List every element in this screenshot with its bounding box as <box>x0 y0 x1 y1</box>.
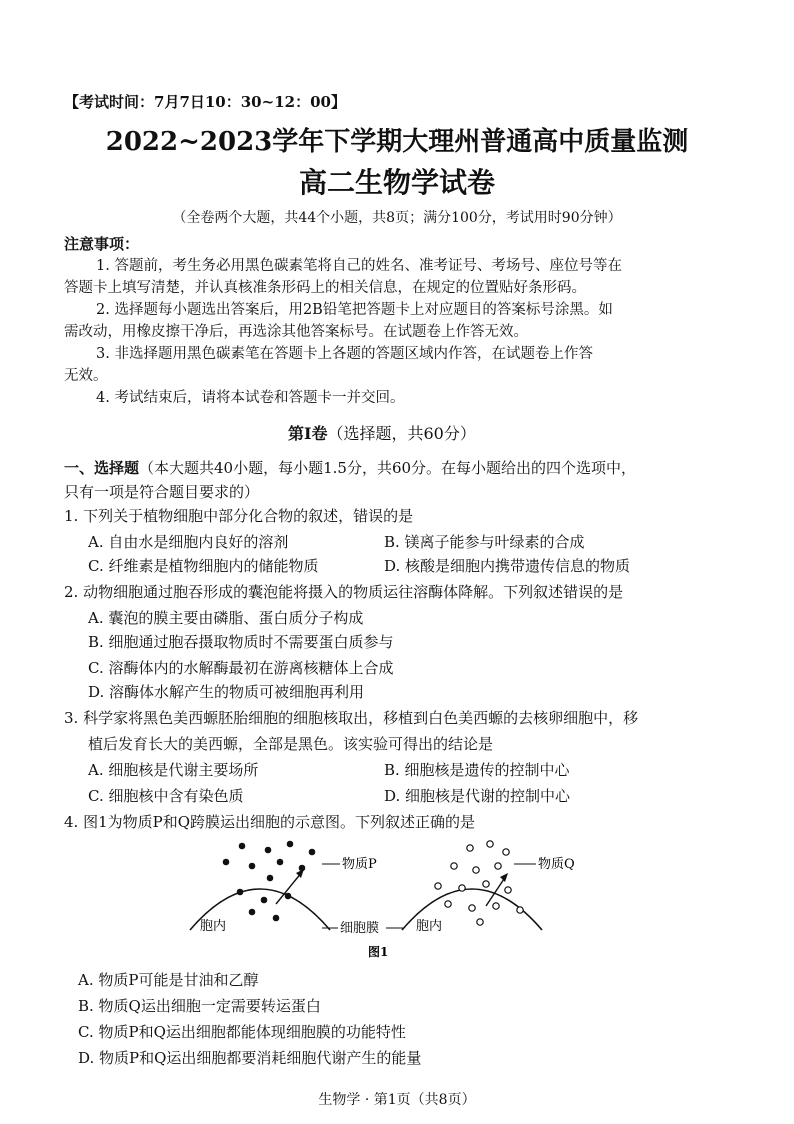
q4-option-d: D. 物质P和Q运出细胞都要消耗细胞代谢产生的能量 <box>78 1049 422 1067</box>
part-desc-cont: 只有一项是符合题目要求的） <box>64 483 260 501</box>
substance-p-dots <box>223 841 316 922</box>
q3-stem: 3. 科学家将黑色美西螈胚胎细胞的细胞核取出，移植到白色美西螈的去核卵细胞中，移 <box>64 709 639 727</box>
part-desc: （本大题共40小题，每小题1.5分，共60分。在每小题给出的四个选项中， <box>139 459 637 477</box>
exam-time: 【考试时间：7月7日10：30~12：00】 <box>64 93 346 111</box>
q1-stem: 1. 下列关于植物细胞中部分化合物的叙述，错误的是 <box>64 507 414 525</box>
figure-caption: 图1 <box>368 945 389 958</box>
arrowhead-q <box>500 873 508 882</box>
label-substance-q: 物质Q <box>538 857 575 872</box>
exam-info: （全卷两个大题，共44个小题，共8页；满分100分，考试用时90分钟） <box>172 210 622 226</box>
section-note: （选择题，共60分） <box>327 424 476 443</box>
q1-option-b: B. 镁离子能参与叶绿素的合成 <box>384 533 585 551</box>
part-label: 一、选择题 <box>64 459 140 477</box>
notice-line: 答题卡上填写清楚，并认真核准条形码上的相关信息，在规定的位置贴好条形码。 <box>64 280 586 296</box>
notice-line: 4. 考试结束后，请将本试卷和答题卡一并交回。 <box>96 390 405 406</box>
exam-title: 2022~2023学年下学期大理州普通高中质量监测 <box>105 127 689 157</box>
part-description <box>64 458 636 478</box>
label-membrane: 细胞膜 <box>340 921 380 936</box>
figure-1-diagram <box>180 838 600 958</box>
notice-line: 1. 答题前，考生务必用黑色碳素笔将自己的姓名、准考证号、考场号、座位号等在 <box>96 258 622 274</box>
notice-line: 无效。 <box>64 368 108 384</box>
arrow-p <box>276 872 302 904</box>
q4-option-c: C. 物质P和Q运出细胞都能体现细胞膜的功能特性 <box>78 1023 406 1041</box>
q3-stem-cont: 植后发育长大的美西螈，全部是黑色。该实验可得出的结论是 <box>88 735 494 753</box>
q2-option-a: A. 囊泡的膜主要由磷脂、蛋白质分子构成 <box>88 609 364 627</box>
label-inside-left: 胞内 <box>200 919 227 934</box>
q1-option-d: D. 核酸是细胞内携带遗传信息的物质 <box>384 557 631 575</box>
q2-stem: 2. 动物细胞通过胞吞形成的囊泡能将摄入的物质运往溶酶体降解。下列叙述错误的是 <box>64 583 624 601</box>
notice-line: 需改动，用橡皮擦干净后，再选涂其他答案标号。在试题卷上作答无效。 <box>64 324 528 340</box>
label-inside-right: 胞内 <box>416 919 443 934</box>
q1-option-a: A. 自由水是细胞内良好的溶剂 <box>88 533 289 551</box>
page-footer: 生物学 · 第1页（共8页） <box>318 1092 476 1108</box>
notice-line: 2. 选择题每小题选出答案后，用2B铅笔把答题卡上对应题目的答案标号涂黑。如 <box>96 302 613 318</box>
q4-option-a: A. 物质P可能是甘油和乙醇 <box>78 971 259 989</box>
subject-title: 高二生物学试卷 <box>298 166 495 199</box>
q3-option-d: D. 细胞核是代谢的控制中心 <box>384 787 571 805</box>
notice-heading: 注意事项： <box>64 235 140 253</box>
notice-line: 3. 非选择题用黑色碳素笔在答题卡上各题的答题区域内作答，在试题卷上作答 <box>96 346 593 362</box>
q2-option-d: D. 溶酶体水解产生的物质可被细胞再利用 <box>88 683 365 701</box>
q3-option-a: A. 细胞核是代谢主要场所 <box>88 761 259 779</box>
q3-option-c: C. 细胞核中含有染色质 <box>88 787 244 805</box>
substance-q-dots <box>435 841 523 925</box>
q4-stem: 4. 图1为物质P和Q跨膜运出细胞的示意图。下列叙述正确的是 <box>64 813 476 831</box>
q2-option-c: C. 溶酶体内的水解酶最初在游离核糖体上合成 <box>88 659 394 677</box>
label-substance-p: 物质P <box>342 857 377 872</box>
section-heading <box>288 424 476 444</box>
q4-option-b: B. 物质Q运出细胞一定需要转运蛋白 <box>78 997 321 1015</box>
section-title: 第Ⅰ卷 <box>288 424 328 443</box>
q3-option-b: B. 细胞核是遗传的控制中心 <box>384 761 570 779</box>
q2-option-b: B. 细胞通过胞吞摄取物质时不需要蛋白质参与 <box>88 633 394 651</box>
q1-option-c: C. 纤维素是植物细胞内的储能物质 <box>88 557 319 575</box>
